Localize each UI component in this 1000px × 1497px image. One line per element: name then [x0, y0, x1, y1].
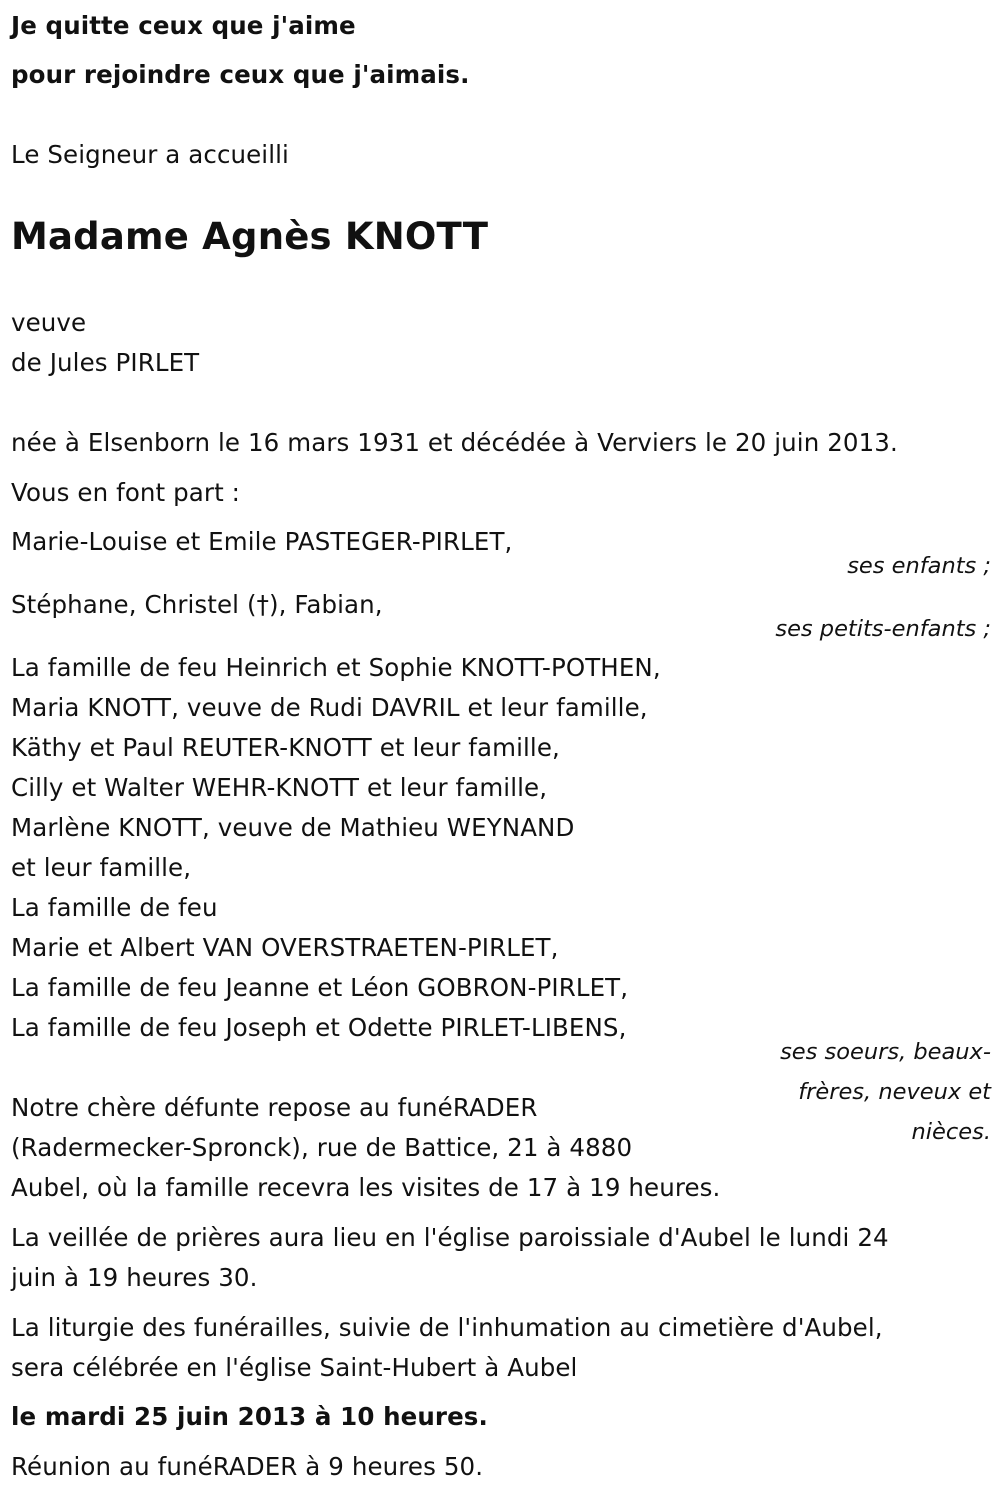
sibling-line: Marie et Albert VAN OVERSTRAETEN-PIRLET, [11, 933, 559, 962]
sibling-line: Maria KNOTT, veuve de Rudi DAVRIL et leur famille, [11, 693, 648, 722]
sibling-line: La famille de feu Joseph et Odette PIRLET-LIBENS, [11, 1013, 627, 1042]
spouse-line-1: veuve [11, 308, 87, 337]
sibling-line: Käthy et Paul REUTER-KNOTT et leur famille, [11, 733, 560, 762]
funeral-datetime: le mardi 25 juin 2013 à 10 heures. [11, 1402, 488, 1431]
funeral-line: La liturgie des funérailles, suivie de l'inhumation au cimetière d'Aubel, [11, 1313, 883, 1342]
funeral-line: sera célébrée en l'église Saint-Hubert à Aubel [11, 1353, 578, 1382]
visitation-line: (Radermecker-Spronck), rue de Battice, 21 à 4880 [11, 1133, 633, 1162]
epigraph-line-1: Je quitte ceux que j'aime [11, 11, 356, 40]
children-role: ses enfants ; [847, 553, 991, 579]
siblings-role: ses soeurs, beaux-frères, neveux et nièces. [780, 1039, 991, 1145]
deceased-name: Madame Agnès KNOTT [11, 215, 489, 258]
sibling-line: Marlène KNOTT, veuve de Mathieu WEYNAND [11, 813, 575, 842]
epigraph-line-2: pour rejoindre ceux que j'aimais. [11, 60, 470, 89]
sibling-line: La famille de feu Jeanne et Léon GOBRON-PIRLET, [11, 973, 629, 1002]
visitation-line: Notre chère défunte repose au funéRADER [11, 1093, 538, 1122]
gathering-text: Réunion au funéRADER à 9 heures 50. [11, 1452, 484, 1481]
announce-text: Vous en font part : [11, 478, 241, 507]
visitation-line: Aubel, où la famille recevra les visites de 17 à 19 heures. [11, 1173, 721, 1202]
vigil-line: juin à 19 heures 30. [11, 1263, 258, 1292]
sibling-line: La famille de feu [11, 893, 218, 922]
grandchildren-names: Stéphane, Christel (†), Fabian, [11, 590, 383, 619]
sibling-line: La famille de feu Heinrich et Sophie KNOTT-POTHEN, [11, 653, 661, 682]
sibling-line: Cilly et Walter WEHR-KNOTT et leur famille, [11, 773, 548, 802]
birth-death-text: née à Elsenborn le 16 mars 1931 et décédée à Verviers le 20 juin 2013. [11, 428, 898, 457]
grandchildren-role: ses petits-enfants ; [775, 616, 991, 642]
spouse-line-2: de Jules PIRLET [11, 348, 200, 377]
intro-text: Le Seigneur a accueilli [11, 140, 289, 169]
vigil-line: La veillée de prières aura lieu en l'église paroissiale d'Aubel le lundi 24 [11, 1223, 889, 1252]
children-names: Marie-Louise et Emile PASTEGER-PIRLET, [11, 527, 513, 556]
sibling-line: et leur famille, [11, 853, 192, 882]
